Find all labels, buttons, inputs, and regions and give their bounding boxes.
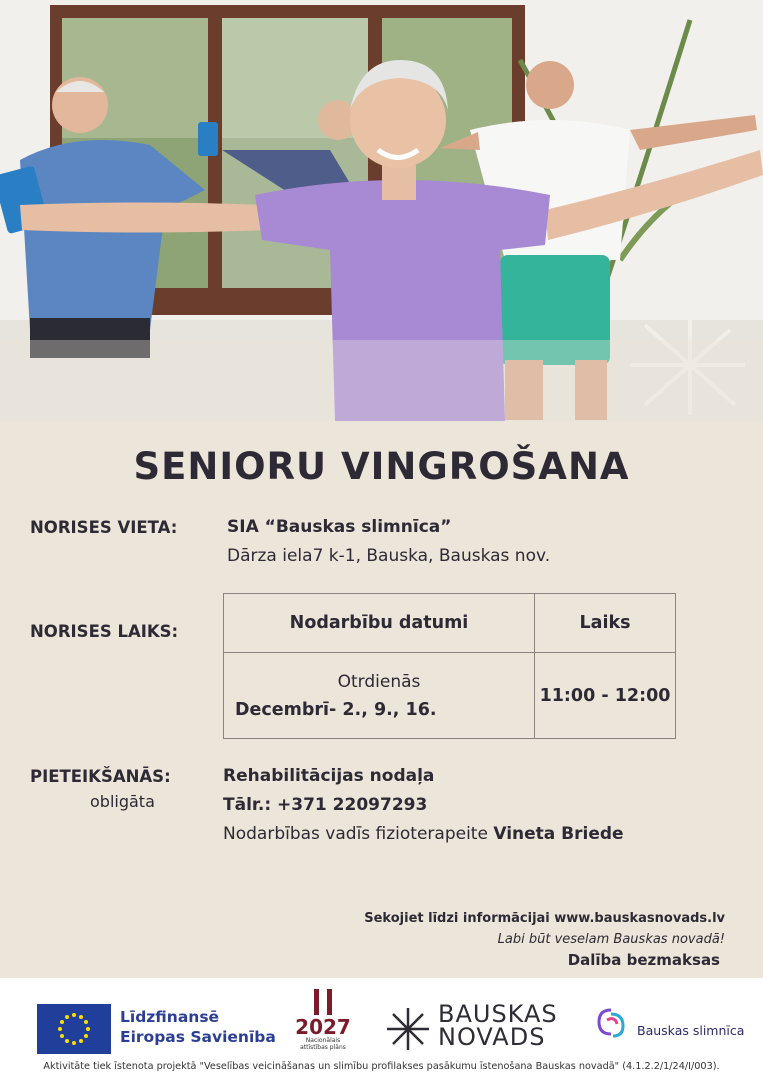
project-note: Aktivitāte tiek īstenota projektā "Veselības veicināšanas un slimību profilakses pasākumu īstenošana Bauskas novadā" (4.1.2.2/1/24/I/003). (43, 1061, 720, 1072)
hospital-name: Bauskas slimnīca (637, 1023, 745, 1038)
dates-cell (224, 653, 535, 739)
leader-prefix: Nodarbības vadīs fizioterapeite (223, 824, 488, 844)
bn-line2: NOVADS (438, 1023, 546, 1051)
np-year: 2027 (295, 1015, 351, 1039)
venue-name: SIA “Bauskas slimnīca” (227, 517, 452, 537)
bauskas-novads-star-icon (385, 1006, 431, 1052)
eu-cofinance-text (120, 1007, 276, 1047)
hero-illustration (0, 0, 763, 421)
np-line2: attīstības plāns (300, 1044, 346, 1051)
leader-line (223, 824, 624, 844)
department-text: Rehabilitācijas nodaļa (223, 766, 435, 786)
hero-photo (0, 0, 763, 421)
free-participation: Dalība bezmaksas (567, 951, 720, 969)
phone-text: Tālr.: +371 22097293 (223, 795, 428, 815)
registration-sub: obligāta (90, 792, 155, 811)
dates-text: Decembrī- 2., 9., 16. (235, 699, 437, 720)
eu-line1: Līdzfinansē (120, 1008, 220, 1026)
schedule-label: NORISES LAIKS: (30, 622, 179, 641)
schedule-table (223, 593, 676, 739)
col-time-header: Laiks (535, 594, 676, 653)
slogan-line: Labi būt veselam Bauskas novadā! (497, 932, 725, 947)
page-title: SENIORU VINGROŠANA (133, 445, 630, 488)
venue-address: Dārza iela7 k-1, Bauska, Bauskas nov. (227, 546, 551, 566)
registration-label: PIETEIKŠANĀS: (30, 767, 171, 786)
national-plan-logo (292, 987, 354, 1057)
col-dates-header: Nodarbību datumi (224, 594, 535, 653)
leader-name: Vineta Briede (493, 824, 624, 844)
follow-line: Sekojiet līdzi informācijai www.bauskasnovads.lv (364, 911, 725, 926)
hospital-logo-icon (595, 1006, 627, 1040)
bn-line1: BAUSKAS (438, 1000, 558, 1028)
time-cell: 11:00 - 12:00 (535, 653, 676, 739)
eu-line2: Eiropas Savienība (120, 1028, 276, 1046)
national-plan-icon (292, 987, 354, 1017)
bauskas-novads-text (438, 1000, 558, 1051)
np-line1: Nacionālais (305, 1037, 341, 1044)
venue-label: NORISES VIETA: (30, 518, 178, 537)
day-text: Otrdienās (337, 671, 421, 692)
eu-flag-icon (37, 1004, 111, 1054)
